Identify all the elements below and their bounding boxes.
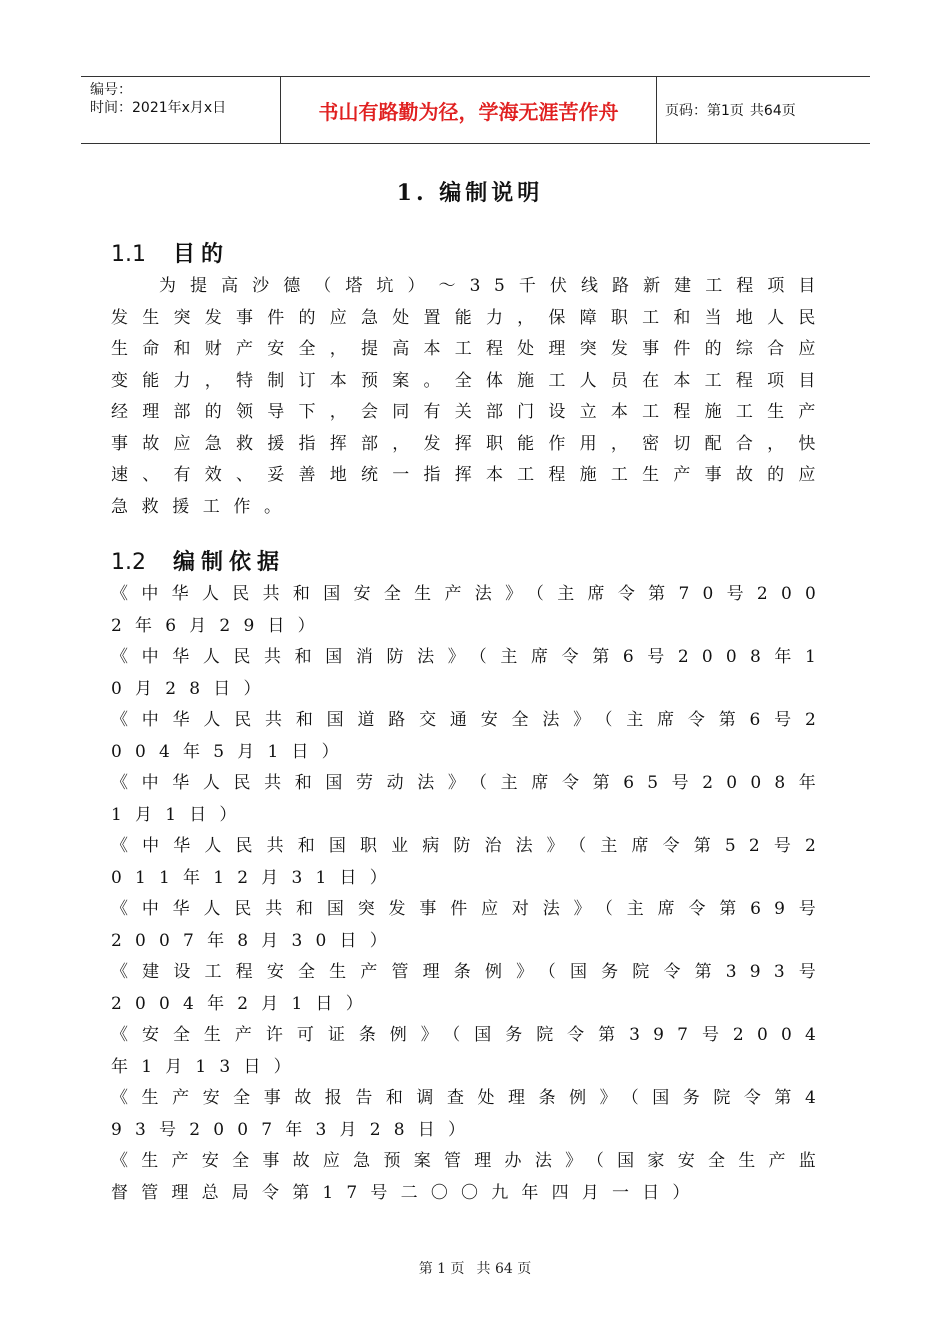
reference-item: 《生产安全事故报告和调查处理条例》（国务院令第493号2007年3月28日） xyxy=(111,1088,829,1140)
reference-item: 《中华人民共和国劳动法》（主席令第65号2008年1月1日） xyxy=(111,773,829,825)
reference-item: 《中华人民共和国职业病防治法》（主席令第52号2011年12月31日） xyxy=(111,836,829,888)
section-heading-purpose xyxy=(111,237,829,271)
footer-page-total: 共 64 页 xyxy=(476,1261,532,1277)
reference-item: 《建设工程安全生产管理条例》（国务院令第393号2004年2月1日） xyxy=(111,962,829,1014)
footer-page-number: 第 1 页 xyxy=(418,1261,465,1277)
header-page-number: 页码：第1页 xyxy=(665,103,744,119)
reference-item: 《中华人民共和国道路交通安全法》（主席令第6号2004年5月1日） xyxy=(111,710,829,762)
document-time-label: 时间：2021年x月x日 xyxy=(90,100,227,116)
section-name: 编制依据 xyxy=(173,549,286,575)
reference-item: 《中华人民共和国消防法》（主席令第6号2008年10月28日） xyxy=(111,647,829,699)
section-number: 1.1 xyxy=(111,242,146,267)
header-motto: 书山有路勤为径，学海无涯苦作舟 xyxy=(281,77,657,143)
purpose-paragraph: 为提高沙德（塔坑）～35千伏线路新建工程项目发生突发事件的应急处置能力，保障职工和当地人民生命和财产安全，提高本工程处理突发事件的综合应变能力，特制订本预案。全体施工人员在本工程项目经理部的领导下，会同有关部门设立本工程施工生产事故应急救援指挥部，发挥职能作用，密切配合，快速、有效、妥善地统一指挥本工程施工生产事故的应急救援工作。 xyxy=(111,276,829,517)
reference-item: 《中华人民共和国安全生产法》（主席令第70号2002年6月29日） xyxy=(111,584,829,636)
page-header xyxy=(81,76,870,144)
header-meta xyxy=(81,77,281,143)
reference-item: 《中华人民共和国突发事件应对法》（主席令第69号2007年8月30日） xyxy=(111,899,829,951)
section-name: 目的 xyxy=(173,241,230,267)
document-title: 1. 编制说明 xyxy=(396,180,544,206)
header-page-info xyxy=(657,77,870,143)
document-body xyxy=(111,176,829,1209)
document-number-label: 编号： xyxy=(90,82,132,98)
section-heading-basis xyxy=(111,545,829,579)
reference-item: 《安全生产许可证条例》（国务院令第397号2004年1月13日） xyxy=(111,1025,829,1077)
header-page-total: 共64页 xyxy=(749,103,796,119)
section-number: 1.2 xyxy=(111,550,146,575)
page-footer xyxy=(0,1258,950,1278)
reference-item: 《生产安全事故应急预案管理办法》（国家安全生产监督管理总局令第17号二〇〇九年四月一日） xyxy=(111,1151,829,1203)
